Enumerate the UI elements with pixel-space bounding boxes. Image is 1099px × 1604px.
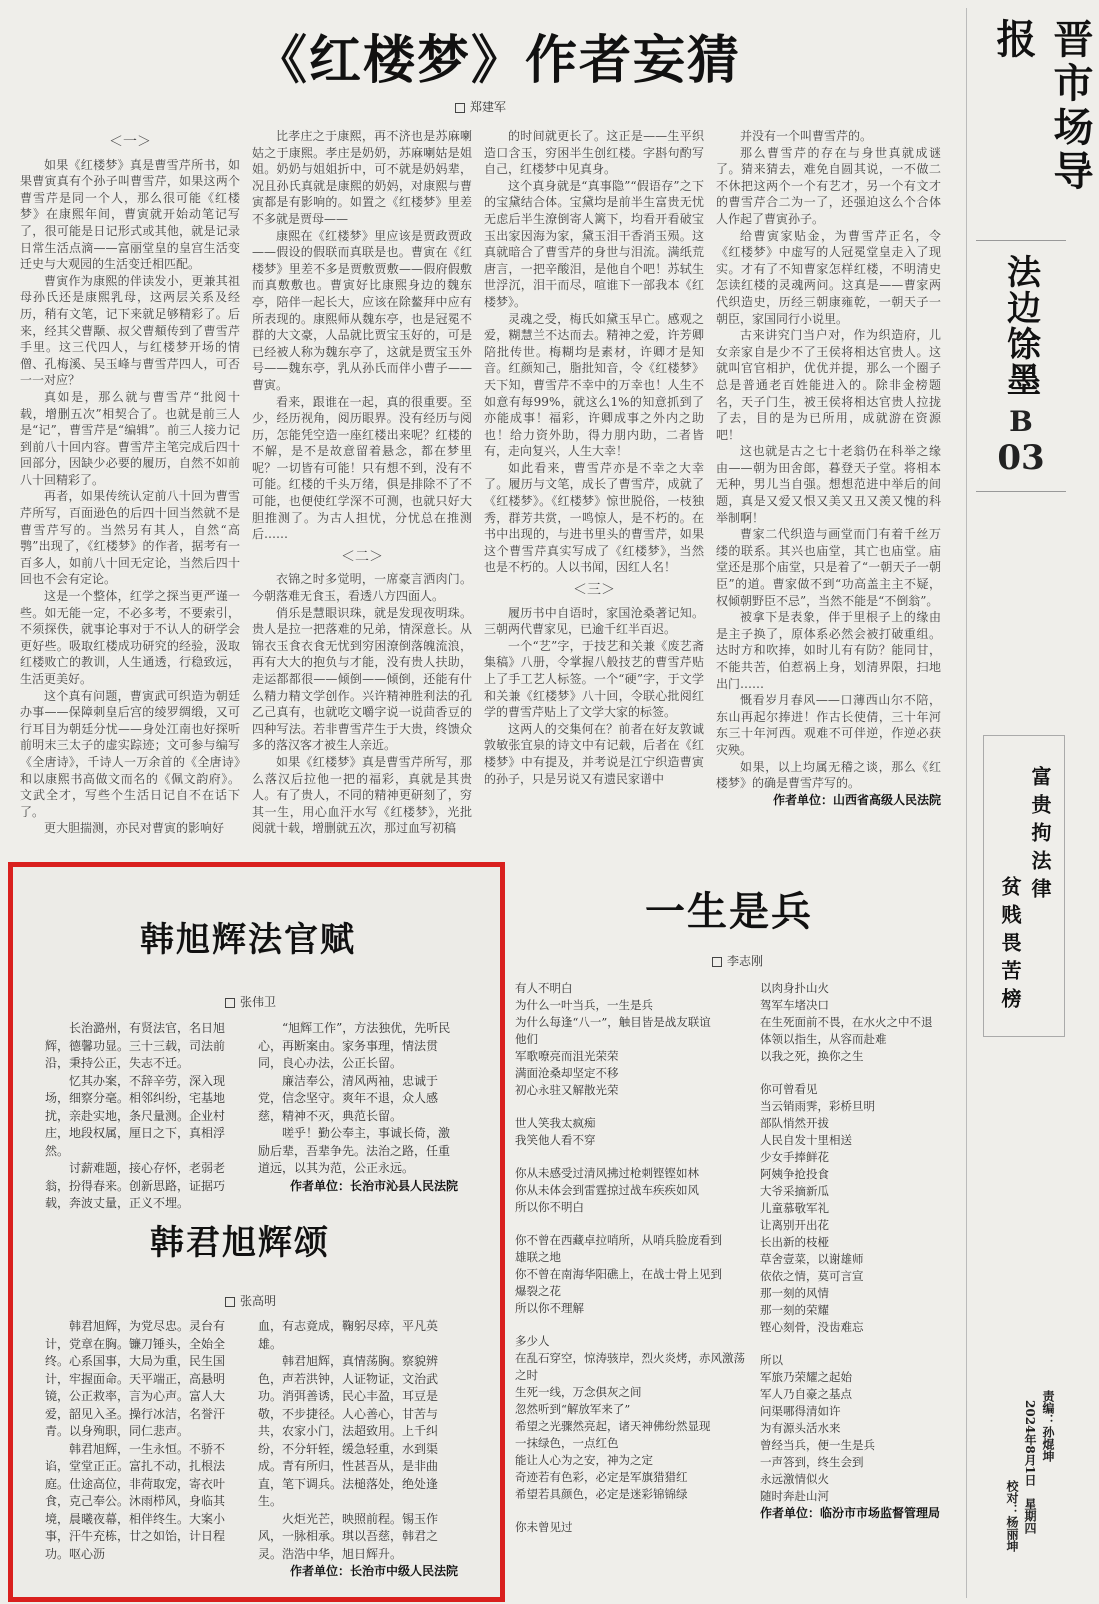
- paragraph: 俏乐是慧眼识珠，就是发现夜明珠。贵人是拉一把落难的兄弟，情深意长。从锦衣玉食衣食无忧到穷困潦倒落魄流浪，再有大大的抱负与才能，没有贵人扶助，走运都都很——倾倒——倾倒，还能有什么精力精文学创作。兴许精神胜利法的孔乙己真有，也就吃文嚼字说一说茴香豆的四种写法。若非曹雪芹生于大贵，终馈众多的落汉客才被生人亲近。: [252, 605, 472, 753]
- poem3-column-a: [515, 980, 750, 1536]
- stanza: 韩君旭辉，一生永恒。不骄不谄，堂堂正正。富扎不动，扎根法庭。仕途高位，非荷取宠，寄衣叶食，克己奉公。沐雨栉风，身临其境，晨曦夜幕，相伴终生。大案小事，汗牛充栋，廿之如饴，计日程功。呕心沥: [45, 1441, 226, 1561]
- poem2-column-b: [258, 1318, 458, 1581]
- verse-line: 初心永驻又解散光荣: [515, 1083, 619, 1097]
- verse-line: 曾经当兵，便一生是兵: [760, 1438, 875, 1452]
- section-marker: ＜三＞: [573, 582, 615, 599]
- stanza: 长治潞州，有贤法官，名日旭辉，德馨功显。三十三载，司法前沿，秉持公正，失志不迁。: [45, 1021, 226, 1070]
- verse-line: 你可曾看见: [760, 1082, 818, 1096]
- stanza: “旭辉工作”，方法独优，先听民心，再断案由。家务事理，情法贯同，良心办法，公正长留。: [258, 1021, 451, 1070]
- column-title: 法边馀墨: [1000, 254, 1041, 398]
- verse-line: 人民自发十里相送: [760, 1133, 852, 1147]
- paragraph: 更大胆揣测，亦民对曹寅的影响好: [44, 821, 225, 836]
- verse-line: 你从未感受过清风拂过枪刺铿铿如林: [515, 1166, 699, 1180]
- poem3-affiliation: 作者单位：临汾市市场监督管理局: [760, 1506, 941, 1520]
- paragraph: 那么曹雪芹的存在与身世真就成谜了。猜来猜去，难免自圆其说，一不做二不休把这两个一个有艺才，另一个有文才的曹雪芹合二为一了，还强迫这么个合体人作起了曹寅孙子。: [716, 145, 941, 226]
- article-affiliation: 作者单位：山西省高级人民法院: [772, 792, 941, 807]
- verse-line: 生死一线，万念俱灰之间: [515, 1385, 642, 1399]
- poem1-affiliation: 作者单位：长治市沁县人民法院: [289, 1178, 458, 1193]
- verse-line: 驾军车堵决口: [760, 998, 829, 1012]
- poem2-byline: [225, 1292, 276, 1309]
- paragraph: 这两人的交集何在？前者在好友敦诚敦敏张宜泉的诗文中有记载，后者在《红楼梦》中有提及，并考说是江宁织造曹寅的孙子，只是另说又有遗民家谱中: [484, 721, 704, 786]
- paragraph: 如果《红楼梦》真是曹雪芹所写，那么落汉后拉他一把的福彩，真就是其贵人。有了贵人，不同的精神更研刻了，穷其一生，用心血汗水写《红楼梦》，光批阅就十载，增删就五次，那过血写初稿: [252, 754, 472, 836]
- verse-line: 长出新的枝桠: [760, 1235, 829, 1249]
- verse-line: 那一刻的荣耀: [760, 1303, 829, 1317]
- paragraph: 如此看来，曹雪芹亦是不幸之大幸了。履历与文笔，成长了曹雪芹，成就了《红楼梦》。《红楼梦》惊世脱俗，一枝独秀，群芳共赏，一鸣惊人，是不朽的。在书中出现的，与进书里头的曹雪芹，如果这个曹雪芹真实写成了《红楼梦》，当然也是不朽的。人以书闻，因红人名！: [484, 460, 704, 575]
- paragraph: 并没有一个叫曹雪芹的。: [740, 129, 873, 143]
- verse-line: 为什么每逢“八一”，触目皆是战友联谊: [515, 1015, 711, 1029]
- article-column-3: [484, 128, 704, 843]
- verse-line: 随时奔赴山河: [760, 1489, 829, 1503]
- stanza: 韩君旭辉，为党尽忠。灵台有计，党章在胸。镰刀锤头，全始全终。心系国事，大局为重，民生国计，牢握面命。天平端正，高悬明镜，公正救率，言为心声。富人大爱，韶见入圣。操行冰洁，名誉汗青。以身殉职，同仁悲声。: [45, 1319, 226, 1438]
- stanza: 火炬光芒，映照前程。锡玉作风，一脉相承。琪以吾慈，韩君之灵。浩浩中华，旭日辉升。: [258, 1511, 439, 1561]
- article-column-2: [252, 128, 472, 843]
- author-name: 张高明: [240, 1294, 277, 1308]
- verse-line: 奇迹若有色彩，必定是军旗猎猎红: [515, 1470, 688, 1484]
- verse-line: 依依之情，莫可言宣: [760, 1269, 864, 1283]
- paragraph: 给曹寅家贴金，为曹雪芹正名，令《红楼梦》中虚写的人冠冕堂皇走入了现实。才有了不知曹家怎样红楼，不明清史怎读红楼的灵魂两问。这真是——曹家两代织造史，历经三朝康雍乾，一朝天子一朝臣，家国同行小说里。: [716, 228, 941, 326]
- verse-line: 雄联之地: [515, 1250, 561, 1264]
- poem2-affiliation: 作者单位：长治市中级人民法院: [289, 1564, 458, 1578]
- stanza: 嗟乎！勤公奉主，事诚长倚，激励后辈，吾辈争先。法治之路，任重道远，以其为范，公正永远。: [258, 1126, 451, 1175]
- verse-line: 那一刻的风情: [760, 1286, 829, 1300]
- verse-line: 所以你不明白: [515, 1200, 584, 1214]
- paragraph: 看来，跟谁在一起，真的很重要。至少，经历视角，阅历眼界。没有经历与阅历，怎能凭空造一座红楼出来呢？红楼的不解，是不是故意留着悬念，都在梦里呢？一切皆有可能！只有想不到，没有不可能。红楼的千头万绪，俱是排除不了不可能，也便使红学深不可测，也就只好大胆推测了。为古人担忧，分忧总在推测后……: [252, 394, 472, 542]
- verse-line: 大爷采摘新瓜: [760, 1184, 829, 1198]
- verse-line: 为有源头活水来: [760, 1421, 841, 1435]
- verse-line: 希望若具颜色，必定是迷彩锦锦绿: [515, 1487, 688, 1501]
- verse-line: 体领以指生，从容而赴难: [760, 1032, 887, 1046]
- byline-box-icon: [712, 957, 722, 967]
- verse-line: 你不曾在西藏卓拉哨所，从哨兵脸庞看到: [515, 1233, 722, 1247]
- verse-line: 你未曾见过: [515, 1520, 573, 1534]
- verse-line: 希望之光骤然亮起，诸天神佛纷然显现: [515, 1419, 711, 1433]
- verse-line: 他们: [515, 1032, 538, 1046]
- article-column-1: [20, 128, 240, 843]
- verse-line: 你不曾在南海华阳礁上，在战士骨上见到: [515, 1267, 722, 1281]
- byline-box-icon: [225, 998, 235, 1008]
- verse-line: 铿心刻骨，没齿难忘: [760, 1320, 864, 1334]
- paragraph: 康熙在《红楼梦》里应该是贾政贾政——假设的假联而真联是也。曹寅在《红楼梦》里差不多是贾敷贾敷——假府假敷而真敷敷也。曹寅好比康熙身边的魏东亭，陪伴一起长大，应该在除鳌拜中应有所表现的。康熙师从魏东亭，也是冠冕不群的大文豪，人品就比贾宝玉好的，可是已经被人称为魏东亭了，这就是贾宝玉外号——魏东亭，乳从孙氏而伴小曹子——曹寅。: [252, 228, 472, 392]
- verse-line: 一声答到，终生会到: [760, 1455, 864, 1469]
- byline-box-icon: [455, 103, 465, 113]
- verse-line: 问渠哪得清如许: [760, 1404, 841, 1418]
- verse-line: 部队悄然开拔: [760, 1116, 829, 1130]
- verse-line: 所以: [760, 1353, 783, 1367]
- verse-line: 当云销雨霁，彩桥旦明: [760, 1099, 875, 1113]
- paragraph: 这个真身就是“真事隐”“假语存”之下的宝黛结合体。宝黛均是前半生富贵无忧无虑后半生潦倒寄人篱下，均看开看破宝玉出家因海为家，黛玉泪干香消玉殒。这真就暗合了曹雪芹的身世与泪流。满纸荒唐言，一把辛酸泪，是他自个吧！苏轼生世浮沉，泪干而尽，喧谁下一部我本《红楼梦》。: [484, 178, 704, 309]
- section-marker: ＜一＞: [109, 134, 151, 150]
- paragraph: 慨看岁月春风——口薄西山尔不陪，东山再起尔捧进！作古长使倩，三十年河东三十年河西。观难不可伴逆，作逆必获灾殃。: [716, 693, 941, 757]
- paragraph: 这也就是古之七十老翁仍在科举之缘由——朝为田舍郎，暮登天子堂。将相本无种，男儿当自强。想想范进中举后的间题，真是又爱又恨又美又丑又羡又愧的科举制啊！: [716, 444, 941, 525]
- verse-line: 少女手捧鲜花: [760, 1150, 829, 1164]
- section-marker: ＜二＞: [341, 548, 383, 565]
- issue-date: 2024年8月1日 星期四: [1023, 1400, 1037, 1535]
- poem1-column-b: [258, 1020, 458, 1195]
- verse-line: 军人乃自豪之基点: [760, 1387, 852, 1401]
- paragraph: 曹家二代织造与画堂而门有着千丝万缕的联系。其兴也庙堂，其亡也庙堂。庙堂还是那个庙堂，只是着了“一朝天子一朝臣”的道。曹家做不到“功高盖主主不疑，权倾朝野臣不忌”，当然不能是“不倒翁”。: [716, 527, 941, 608]
- stanza: 廉洁奉公，清风两袖，忠诚于党，信念坚守。爽年不退，众人感慈，精神不灭，典范长留。: [258, 1073, 439, 1123]
- motto-line-2: 贫贱畏苦榜: [998, 876, 1022, 1016]
- poem1-title: 韩旭辉法官赋: [140, 920, 356, 960]
- poem2-column-a: [45, 1318, 245, 1563]
- poem1-byline: [225, 993, 276, 1010]
- stanza: 讨薪难题，接心存怀，老弱老翁，扮得春来。创新思路，证据巧载，奔波丈量，正义不埋。: [45, 1161, 226, 1210]
- verse-line: 阿姨争抢投食: [760, 1167, 829, 1181]
- proof-credit: 校对：杨丽坤: [1005, 1480, 1019, 1552]
- verse-line: 军歌嘹亮而沮光荣荣: [515, 1049, 619, 1063]
- paragraph: 履历书中自语时，家国沧桑著记知。三朝两代曹家见，已逾千红半百迟。: [484, 605, 704, 637]
- paragraph: 被拿下是表象，伴于里根子上的缘由是主子换了，原体系必然会被打破重组。达时方和吹捧，如时儿有有防？能同甘，不能共苦，伯惹祸上身，划清界限，扫地出门……: [716, 610, 941, 691]
- article-byline: [455, 98, 506, 115]
- paragraph: 一个“艺”字，于技艺和关兼《废艺斋集稿》八册，令掌握八般技艺的曹雪芹贴上了手工艺人标签。一个“硬”字，于文学和关兼《红楼梦》八十回，令联心批阅红学的曹雪芹贴上了文学大家的标签。: [484, 638, 704, 720]
- author-name: 李志刚: [727, 954, 764, 968]
- paragraph: 古来讲究门当户对，作为织造府，儿女亲家自是少不了王侯将相达官贵人。这就叫官官相护，优优并提，那么一个圈子总是普通老百姓能进入的。除非金榜题名，天子门生，被王侯将相达官贵人拉拢了去，目的是为已所用，成就游在资源吧！: [716, 328, 941, 442]
- author-name: 郑建军: [470, 100, 507, 114]
- stanza: 忆其办案，不辞辛劳，深入现场，细察分毫。相邻纠纷，宅基地扰，亲赴实地，条尺量测。企业村庄，地段权属，厘日之下，真相浮然。: [45, 1073, 226, 1158]
- stanza: 血，有志竟成，鞠躬尽瘁，平凡英雄。: [258, 1319, 439, 1351]
- masthead-logo: 晋市场导报: [990, 18, 1094, 194]
- verse-line: 永远激情似火: [760, 1472, 829, 1486]
- author-name: 张伟卫: [240, 995, 277, 1009]
- paragraph: 灵魂之受，梅氏如黛玉早亡。感观之爱，糊慧兰不达而去。精神之爱，许芳卿陪批传世。梅糊均是素材，许卿才是知音。红颜知己，脂批知音，令《红楼梦》天下知，曹雪芹不幸中的万幸也！人生不如意有每99%，就这么1%的知意抓到了亦能成事！福彩，许卿成事之外内之助也！给力资外助，得力朋内助，二者皆有，走向复兴，人生大幸！: [484, 311, 704, 459]
- poem2-title: 韩君旭辉颂: [150, 1223, 330, 1263]
- section-letter: B: [1009, 405, 1033, 438]
- paragraph: 曹寅作为康熙的伴读发小，更兼其祖母孙氏还是康熙乳母，这两层关系及经历，稍有文笔，记下来就足够精彩了。后来，经其父曹颙、叔父曹頫传到了曹雪芹手里。这三代四人，与红楼梦开场的情僧、孔梅溪、吴玉峰与曹雪芹四人，可否一一对应？: [20, 273, 240, 388]
- page-number: 03: [997, 438, 1045, 478]
- paragraph: 这是一个整体，红学之探当更严谨一些。如无能一定，不必多考，不要索引，不须探佚，就事论事对于不认人的研学会更好些。吸取红楼成功研究的经验，汲取红楼败亡的教训，人生通透，行稳致远，生活更美好。: [20, 589, 240, 686]
- paragraph: 衣锦之时多觉明，一席豪言洒肉门。今朝落难无食玉，看透八方四面人。: [252, 572, 472, 604]
- verse-line: 能让人心为之安，神为之定: [515, 1453, 653, 1467]
- editor-credit: 责编：孙焜坤: [1041, 1390, 1055, 1462]
- verse-line: 为什么一叶当兵，一生是兵: [515, 998, 653, 1012]
- verse-line: 一抹绿色，一点红色: [515, 1436, 619, 1450]
- motto-line-1: 富贵拘法律: [1028, 766, 1052, 906]
- paragraph: 如果，以上均属无稽之谈，那么《红楼梦》的确是曹雪芹写的。: [716, 759, 941, 791]
- paragraph: 如果《红楼梦》真是曹雪芹所书，如果曹寅真有个孙子叫曹雪芹，如果这两个曹雪芹是同一个人，那么很可能《红楼梦》在康熙年间，曹寅就开始动笔记写了，很可能是日记形式或其他，就是记录日常生活点滴——富丽堂皇的皇宫生活变迁史与大观园的生活变迁相匹配。: [20, 157, 240, 272]
- verse-line: 在乱石穿空，惊涛骇岸，烈火炎烤，赤风激荡之时: [515, 1351, 745, 1382]
- verse-line: 有人不明白: [515, 981, 573, 995]
- article-title: 《红楼梦》作者妄猜: [255, 30, 742, 91]
- stanza: 韩君旭辉，真情荡胸。察貌辨色，声若洪钟，人证物证，文治武功。消弭善诱，民心丰盈，耳豆是敬，不步捷径。人心善心，甘苦与共，农家小门，法超致用。上千纠纷，不分轩轾，缓急轻重，水到渠成。青有所归，性甚吾从，是非曲直，笔下调兵。法槌落处，绝处逢生。: [258, 1354, 439, 1508]
- poem3-title: 一生是兵: [645, 888, 813, 935]
- article-column-4: [716, 128, 941, 843]
- verse-line: 多少人: [515, 1334, 550, 1348]
- paragraph: 这个真有问题，曹寅武可织造为朝廷办事——保障刺皇后宫的绫罗绸缎，又可行耳目为朝廷分忧——身处江南也好探听前明末三太子的虚实踪迹；文可参与编写《全唐诗》，千诗人一万余首的《全唐诗》和以康熙书高做文而名的《佩文韵府》。文武全才，写些个生活日记自不在话下了。: [20, 688, 240, 819]
- byline-box-icon: [225, 1297, 235, 1307]
- verse-line: 满面沧桑却坚定不移: [515, 1066, 619, 1080]
- verse-line: 你从未体会到雷霆掠过战车疾疾如风: [515, 1183, 699, 1197]
- paragraph: 的时间就更长了。这正是——生平织造口含玉，穷困半生创红楼。字斟句酌写自己，红楼梦中见真身。: [484, 129, 704, 177]
- column-box: [976, 240, 1066, 492]
- verse-line: 我笑他人看不穿: [515, 1133, 596, 1147]
- poem3-byline: [712, 952, 763, 969]
- verse-line: 所以你不理解: [515, 1301, 584, 1315]
- verse-line: 在生死面前不畏，在水火之中不退: [760, 1015, 933, 1029]
- paragraph: 再者，如果传统认定前八十回为曹雪芹所写，百面逊色的后四十回当然就不是曹雪芹写的。当然另有其人，自然“高鹗”出现了，《红楼梦》的作者，据考有一百多人，如前八十回无定论，当然后四十回也不会有定论。: [20, 489, 240, 587]
- verse-line: 儿童慕敬军礼: [760, 1201, 829, 1215]
- verse-line: 忽然听到“解放军来了”: [515, 1402, 631, 1416]
- verse-line: 爆裂之花: [515, 1284, 561, 1298]
- verse-line: 草舍壹菜，以谢雄师: [760, 1252, 864, 1266]
- poem3-column-b: [760, 980, 955, 1522]
- verse-line: 军旅乃荣耀之起始: [760, 1370, 852, 1384]
- verse-line: 让离别开出花: [760, 1218, 829, 1232]
- verse-line: 世人笑我太疯痴: [515, 1116, 596, 1130]
- verse-line: 以我之死，换你之生: [760, 1049, 864, 1063]
- poem1-column-a: [45, 1020, 245, 1213]
- paragraph: 真如是，那么就与曹雪芹“批阅十载，增删五次”相契合了。也就是前三人是“记”，曹雪芹是“编辑”。前三人接力记到前八十回内容。曹雪芹主笔完成后四十回部分，因缺少必要的履历，自然不如前八十回精彩了。: [20, 389, 240, 487]
- paragraph: 比孝庄之于康熙，再不济也是苏麻喇姑之于康熙。孝庄是奶奶，苏麻喇姑是姐姐。奶奶与姐姐折中，可不就是奶妈辈，况且孙氏真就是康熙的奶妈，对康熙与曹寅都是有影响的。如置之《红楼梦》里差不多就是贾母——: [252, 129, 472, 226]
- motto-box: [983, 735, 1065, 1037]
- verse-line: 以肉身扑山火: [760, 981, 829, 995]
